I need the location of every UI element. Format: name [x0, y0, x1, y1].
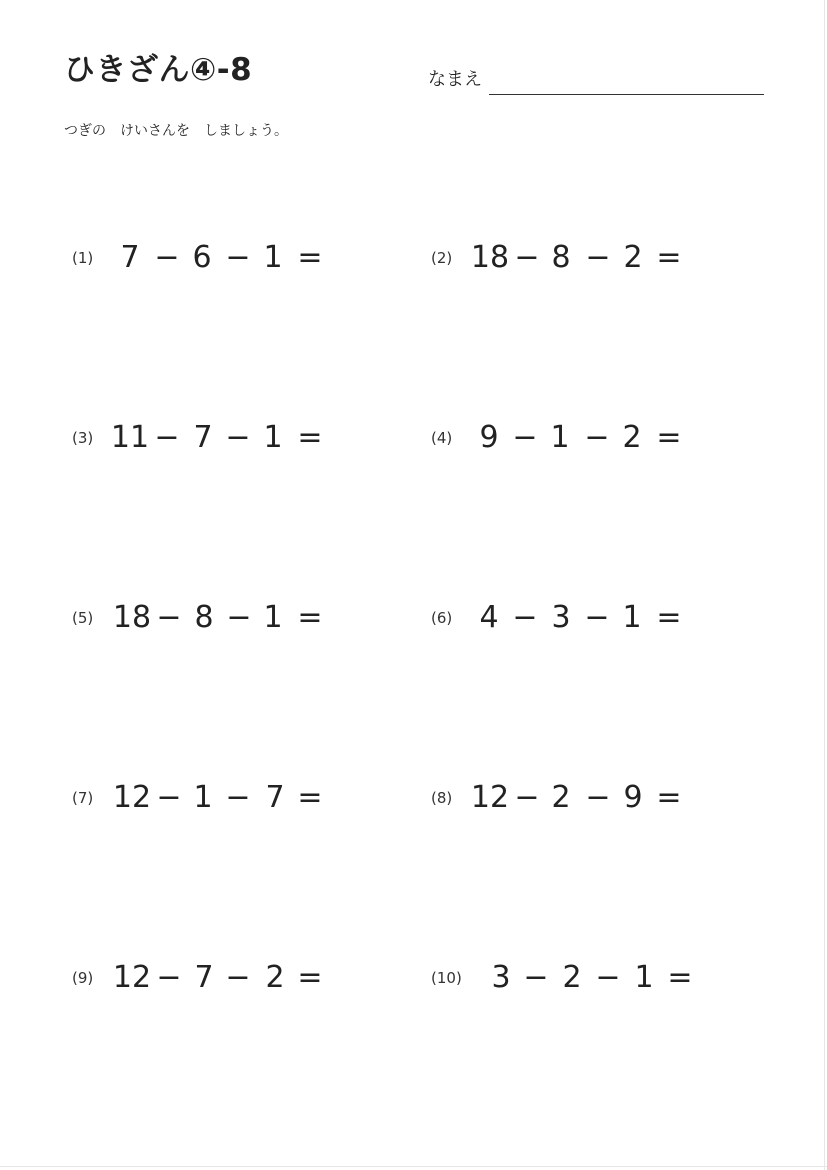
second-operand: 8 [551, 240, 571, 275]
problem-4 [431, 418, 761, 458]
minus-sign: − [225, 420, 251, 455]
minus-sign: − [154, 240, 180, 275]
minus-sign: − [156, 960, 182, 995]
third-operand: 2 [622, 420, 642, 455]
problem-number: (1) [72, 249, 94, 267]
second-operand: 1 [193, 780, 213, 815]
problem-number: (4) [431, 429, 453, 447]
minus-sign: − [225, 780, 251, 815]
page-title: ひきざん④-8 [64, 52, 253, 88]
equals-sign: = [656, 420, 682, 455]
first-operand: 7 [120, 240, 140, 275]
first-operand: 12 [112, 780, 152, 815]
problem-number: (9) [72, 969, 94, 987]
instructions-text: つぎの けいさんを しましょう。 [64, 123, 288, 139]
minus-sign: − [225, 960, 251, 995]
third-operand: 1 [263, 600, 283, 635]
problem-10 [431, 958, 761, 998]
first-operand: 18 [470, 240, 510, 275]
equals-sign: = [667, 960, 693, 995]
problem-6 [431, 598, 761, 638]
minus-sign: − [156, 780, 182, 815]
minus-sign: − [512, 420, 538, 455]
problem-number: (2) [431, 249, 453, 267]
third-operand: 2 [265, 960, 285, 995]
second-operand: 8 [194, 600, 214, 635]
second-operand: 6 [192, 240, 212, 275]
third-operand: 2 [623, 240, 643, 275]
minus-sign: − [595, 960, 621, 995]
equals-sign: = [297, 960, 323, 995]
problem-8 [431, 778, 761, 818]
equals-sign: = [656, 600, 682, 635]
minus-sign: − [523, 960, 549, 995]
first-operand: 3 [491, 960, 511, 995]
equals-sign: = [297, 240, 323, 275]
page-edge-bottom [0, 1166, 827, 1167]
name-label: なまえ [428, 69, 482, 90]
problem-3 [72, 418, 402, 458]
equals-sign: = [656, 780, 682, 815]
first-operand: 18 [112, 600, 152, 635]
minus-sign: − [514, 240, 540, 275]
minus-sign: − [584, 600, 610, 635]
minus-sign: − [584, 420, 610, 455]
minus-sign: − [226, 600, 252, 635]
first-operand: 12 [470, 780, 510, 815]
problem-2 [431, 238, 761, 278]
page-edge-right [824, 0, 825, 1170]
problem-number: (10) [431, 969, 462, 987]
third-operand: 7 [265, 780, 285, 815]
third-operand: 1 [263, 420, 283, 455]
problem-5 [72, 598, 402, 638]
second-operand: 2 [562, 960, 582, 995]
second-operand: 3 [551, 600, 571, 635]
first-operand: 11 [110, 420, 150, 455]
equals-sign: = [297, 420, 323, 455]
problem-number: (6) [431, 609, 453, 627]
third-operand: 1 [622, 600, 642, 635]
second-operand: 1 [550, 420, 570, 455]
problem-7 [72, 778, 402, 818]
problem-number: (7) [72, 789, 94, 807]
minus-sign: − [514, 780, 540, 815]
minus-sign: − [156, 600, 182, 635]
problem-1 [72, 238, 402, 278]
first-operand: 9 [479, 420, 499, 455]
second-operand: 7 [193, 420, 213, 455]
equals-sign: = [297, 780, 323, 815]
equals-sign: = [297, 600, 323, 635]
third-operand: 1 [634, 960, 654, 995]
minus-sign: − [225, 240, 251, 275]
minus-sign: − [585, 780, 611, 815]
minus-sign: − [512, 600, 538, 635]
first-operand: 12 [112, 960, 152, 995]
first-operand: 4 [479, 600, 499, 635]
third-operand: 1 [263, 240, 283, 275]
second-operand: 7 [194, 960, 214, 995]
name-input-line[interactable] [489, 94, 764, 95]
problem-number: (5) [72, 609, 94, 627]
problem-9 [72, 958, 402, 998]
minus-sign: − [154, 420, 180, 455]
equals-sign: = [656, 240, 682, 275]
third-operand: 9 [623, 780, 643, 815]
problem-number: (3) [72, 429, 94, 447]
problem-number: (8) [431, 789, 453, 807]
second-operand: 2 [551, 780, 571, 815]
minus-sign: − [585, 240, 611, 275]
